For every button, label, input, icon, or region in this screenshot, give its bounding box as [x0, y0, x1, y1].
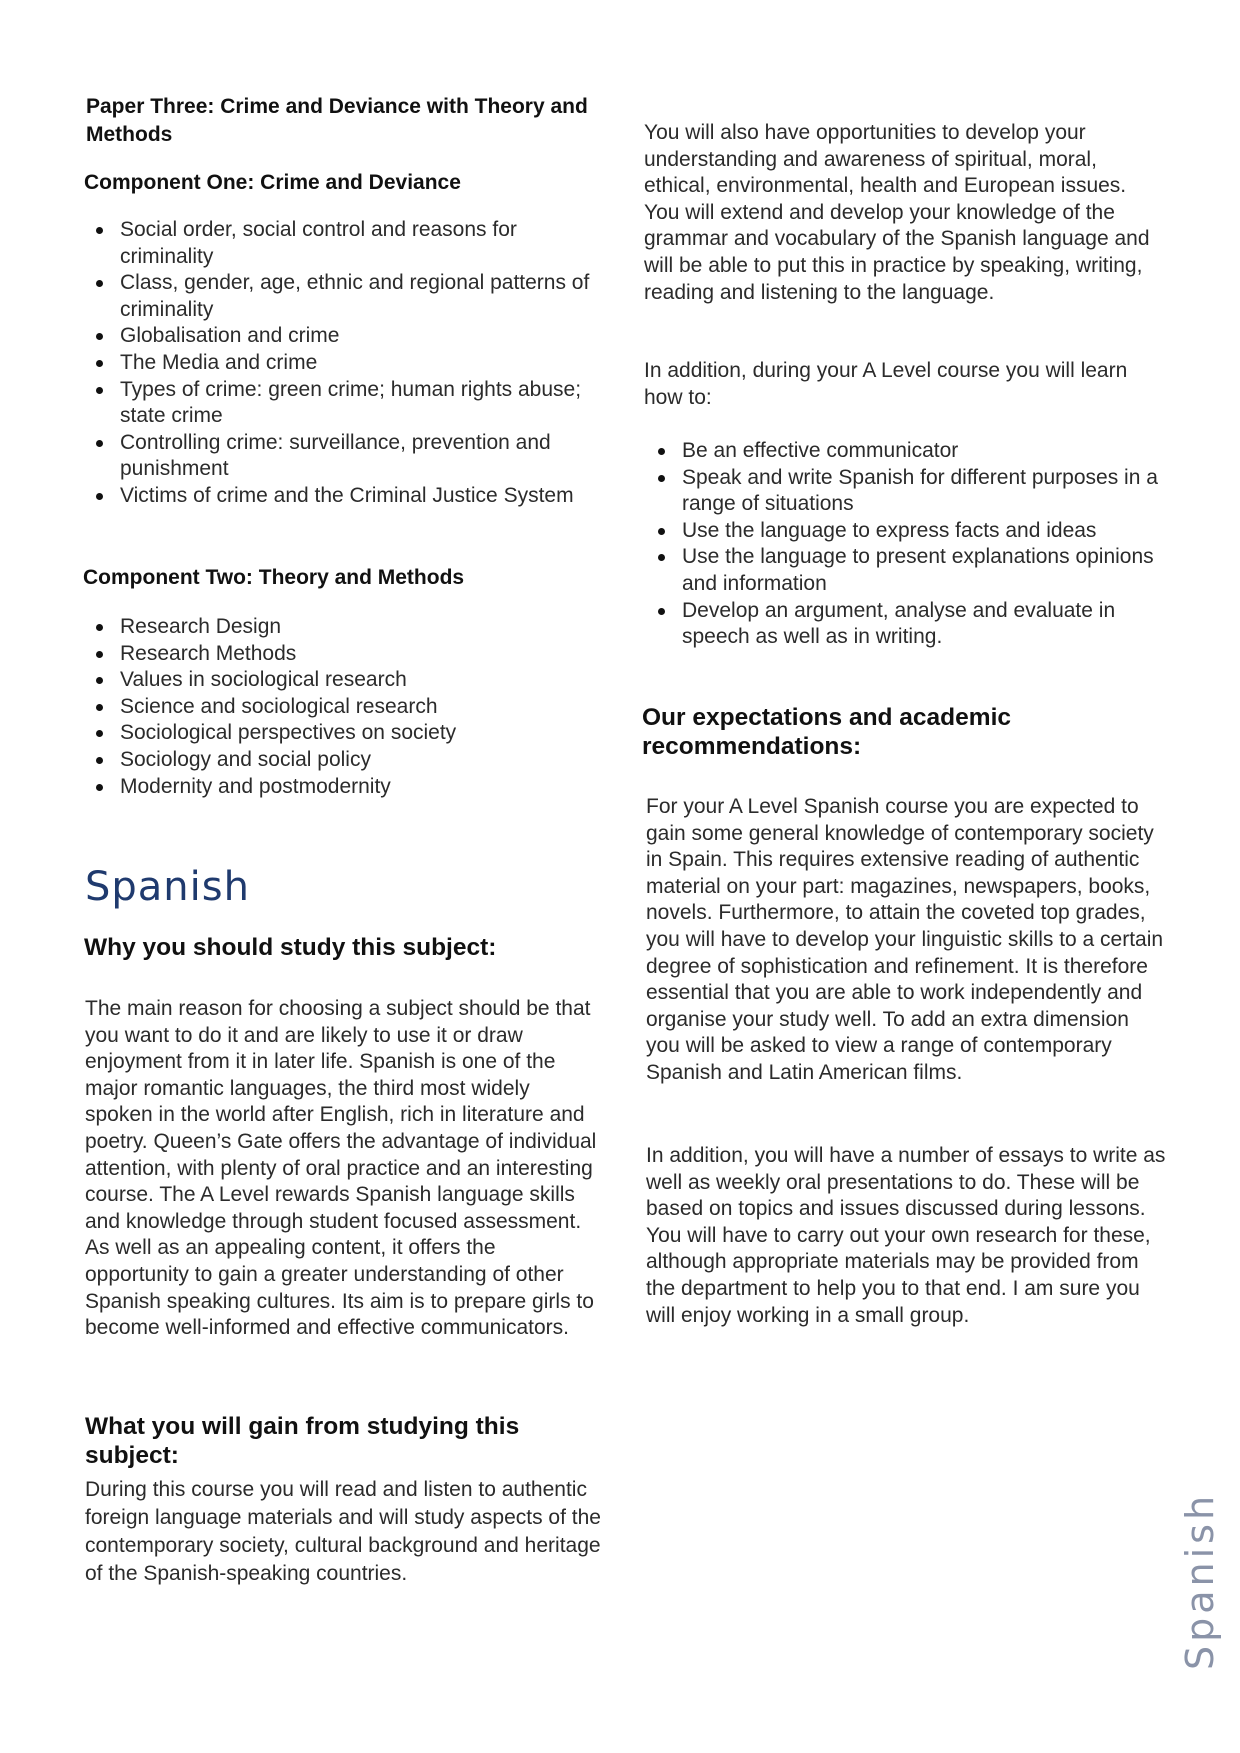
list-item: The Media and crime	[84, 350, 604, 377]
paper-three-heading: Paper Three: Crime and Deviance with Theory and Methods	[86, 95, 588, 146]
list-item: Be an effective communicator	[646, 438, 1166, 465]
list-item: Use the language to present explanations opinions and information	[646, 544, 1166, 597]
list-item: Types of crime: green crime; human rights abuse; state crime	[84, 377, 604, 430]
list-item: Modernity and postmodernity	[84, 774, 604, 801]
list-item: Sociological perspectives on society	[84, 720, 604, 747]
opportunities-text: You will also have opportunities to develop your understanding and awareness of spiritual, moral, ethical, environmental, health and European issues. You will extend and develop your knowledge of the grammar and vocabulary of the Spanish language and will be able to put this in practice by speaking, writing, reading and listening to the language.	[644, 121, 1150, 304]
side-section-label: Spanish	[1178, 1491, 1222, 1670]
list-item: Globalisation and crime	[84, 323, 604, 350]
list-item: Develop an argument, analyse and evaluate in speech as well as in writing.	[646, 598, 1166, 651]
list-item: Use the language to express facts and ideas	[646, 518, 1166, 545]
component-two-heading: Component Two: Theory and Methods	[83, 566, 465, 589]
subject-title: Spanish	[85, 864, 250, 910]
list-item: Values in sociological research	[84, 667, 604, 694]
list-item: Class, gender, age, ethnic and regional patterns of criminality	[84, 270, 604, 323]
why-study-text: The main reason for choosing a subject should be that you want to do it and are likely to use it or draw enjoyment from it in later life. Spanish is one of the major romantic languages, the third most widely spoken in the world after English, rich in literature and poetry. Queen’s Gate offers the advantage of individual attention, with plenty of oral practice and an interesting course. The A Level rewards Spanish language skills and knowledge through student focused assessment. As well as an appealing content, it offers the opportunity to gain a greater understanding of other Spanish speaking cultures. Its aim is to prepare girls to become well-informed and effective communicators.	[85, 997, 597, 1340]
learn-how-list	[646, 438, 1166, 651]
expectations-text: For your A Level Spanish course you are expected to gain some general knowledge of contemporary society in Spain. This requires extensive reading of authentic material on your part: magazines, newspapers, books, novels. Furthermore, to attain the coveted top grades, you will have to develop your linguistic skills to a certain degree of sophistication and refinement. It is therefore essential that you are able to work independently and organise your study well. To add an extra dimension you will be asked to view a range of contemporary Spanish and Latin American films.	[646, 795, 1164, 1084]
essays-text: In addition, you will have a number of essays to write as well as weekly oral presentations to do. These will be based on topics and issues discussed during lessons. You will have to carry out your own research for these, although appropriate materials may be provided from the department to help you to that end. I am sure you will enjoy working in a small group.	[646, 1144, 1166, 1327]
list-item: Social order, social control and reasons for criminality	[84, 217, 604, 270]
component-one-heading: Component One: Crime and Deviance	[84, 171, 461, 194]
list-item: Science and sociological research	[84, 694, 604, 721]
list-item: Victims of crime and the Criminal Justice System	[84, 483, 604, 510]
why-study-heading: Why you should study this subject:	[84, 934, 497, 961]
component-one-list	[84, 217, 604, 510]
list-item: Research Methods	[84, 641, 604, 668]
list-item: Sociology and social policy	[84, 747, 604, 774]
component-two-list	[84, 614, 604, 800]
list-item: Controlling crime: surveillance, prevention and punishment	[84, 430, 604, 483]
list-item: Speak and write Spanish for different purposes in a range of situations	[646, 465, 1166, 518]
list-item: Research Design	[84, 614, 604, 641]
what-you-gain-text: During this course you will read and listen to authentic foreign language materials and will study aspects of the contemporary society, cultural background and heritage of the Spanish-speaking countries.	[85, 1478, 601, 1585]
expectations-heading: Our expectations and academic recommendations:	[642, 704, 1011, 760]
learn-how-intro: In addition, during your A Level course you will learn how to:	[644, 359, 1128, 409]
what-you-gain-heading: What you will gain from studying this subject:	[85, 1413, 520, 1469]
